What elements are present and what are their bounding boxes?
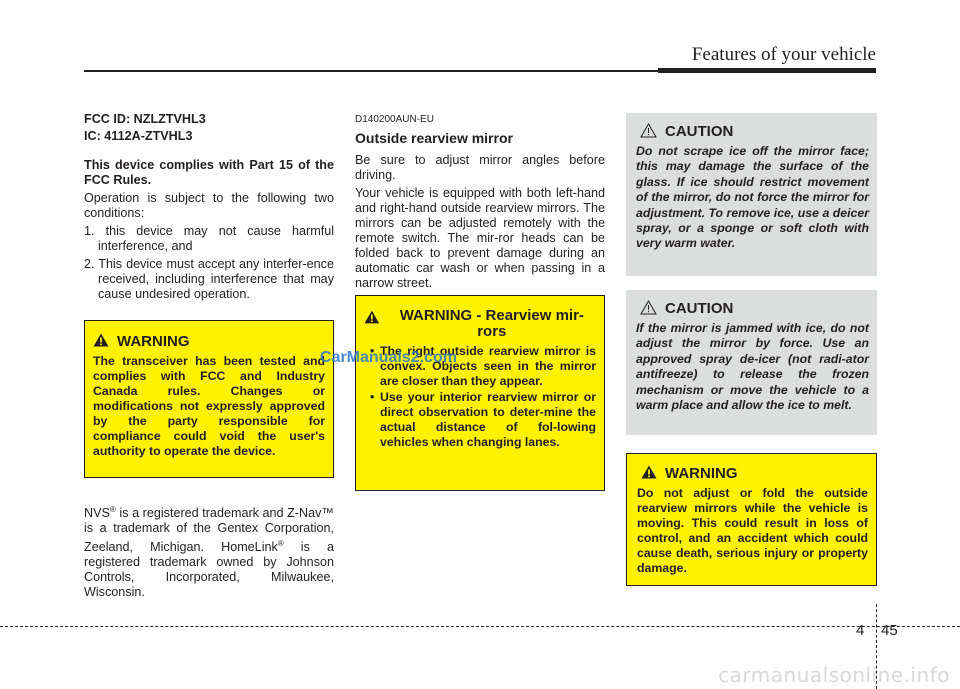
header-bar: [658, 68, 876, 73]
warning-header: [637, 465, 868, 482]
section-title: Outside rearview mirror: [355, 130, 513, 146]
registered-mark: ®: [109, 505, 116, 514]
trademark-paragraph: [84, 502, 334, 600]
warning-body: The transceiver has been tested and complies with FCC and Industry Canada rules. Changes or modifications not expressly approved by the party responsible for compliance could void the user's authority to operate the device.: [93, 354, 325, 458]
fcc-id: FCC ID: NZLZTVHL3: [84, 112, 206, 126]
warning-triangle-icon: [93, 333, 109, 347]
warning-header: [93, 333, 325, 350]
caution-title: CAUTION: [665, 123, 734, 140]
ic-number: IC: 4112A-ZTVHL3: [84, 129, 193, 143]
header-rule: [84, 70, 658, 72]
operation-intro: Operation is subject to the following two conditions:: [84, 191, 334, 220]
trademark-text-2: is a registered trademark owned by Johnson Controls, Incorporated, Milwaukee, Wisconsin.: [84, 540, 334, 600]
header-title: Features of your vehicle: [691, 44, 876, 65]
warning-triangle-icon: [364, 310, 380, 324]
section-paragraph: Be sure to adjust mirror angles before driving.: [355, 153, 605, 182]
registered-mark: ®: [277, 539, 284, 549]
condition-item: 2. This device must accept any interfer-ence received, including interference that may cause undesired operation.: [84, 257, 334, 301]
page-number: 45: [881, 622, 898, 639]
caution-triangle-icon: [640, 300, 657, 315]
section-code: D140200AUN-EU: [355, 114, 434, 125]
middle-column: [355, 112, 605, 291]
warning-box-fcc: [84, 320, 334, 478]
caution-triangle-icon: [640, 123, 657, 138]
warning-header: [364, 308, 596, 340]
warning-body: Do not adjust or fold the outside rearview mirrors while the vehicle is moving. This could result in loss of control, and an accident which could cause death, serious injury or property damage.: [637, 486, 868, 575]
footer-rule: [0, 626, 960, 627]
condition-item: 1. this device may not cause harmful interference, and: [84, 224, 334, 253]
caution-body: Do not scrape ice off the mirror face; this may damage the surface of the glass. If ice should restrict movement of the mirror, do not force the mirror for adjustment. To remove ice, use a deicer spray, or a sponge or soft cloth with very warm water.: [636, 144, 869, 251]
list-item: • Use your interior rearview mirror or direct observation to deter-mine the actual distance of fol-lowing vehicles when changing lanes.: [364, 390, 596, 450]
chapter-number: 4: [856, 622, 865, 639]
caution-box-jammed: [626, 290, 877, 435]
left-column: [84, 112, 334, 302]
caution-title: CAUTION: [665, 300, 734, 317]
caution-box-ice-scrape: [626, 113, 877, 276]
list-item: • The right outside rearview mirror is convex. Objects seen in the mirror are closer than they appear.: [364, 344, 596, 389]
caution-header: [636, 300, 869, 317]
warning-title: WARNING - Rearview mir-rors: [399, 307, 584, 340]
section-paragraph: Your vehicle is equipped with both left-hand and right-hand outside rearview mirrors. The mirrors can be adjusted remotely with the remote switch. The mir-ror heads can be folded back to prevent damage during an automatic car wash or when passing in a narrow street.: [355, 186, 605, 290]
compliance-heading: This device complies with Part 15 of the FCC Rules.: [84, 158, 334, 187]
trademark-nvs: NVS: [84, 506, 110, 521]
caution-header: [636, 123, 869, 140]
watermark: CarManuals2.com: [320, 349, 457, 366]
warning-triangle-icon: [641, 465, 657, 479]
warning-title: WARNING: [665, 465, 738, 482]
warning-title: WARNING: [117, 333, 190, 350]
caution-body: If the mirror is jammed with ice, do not adjust the mirror by force. Use an approved spray de-icer (not radi-ator antifreeze) to release the frozen mechanism or move the vehicle to a warm place and allow the ice to melt.: [636, 321, 869, 413]
trademark-text-1: is a registered trademark and Z-Nav™ is a trademark of the Gentex Corporation, Zeeland, Michigan. HomeLink: [84, 506, 334, 555]
site-watermark: carmanualsonline.info: [718, 663, 950, 687]
warning-box-fold: [626, 453, 877, 586]
warning-box-rearview: [355, 295, 605, 491]
